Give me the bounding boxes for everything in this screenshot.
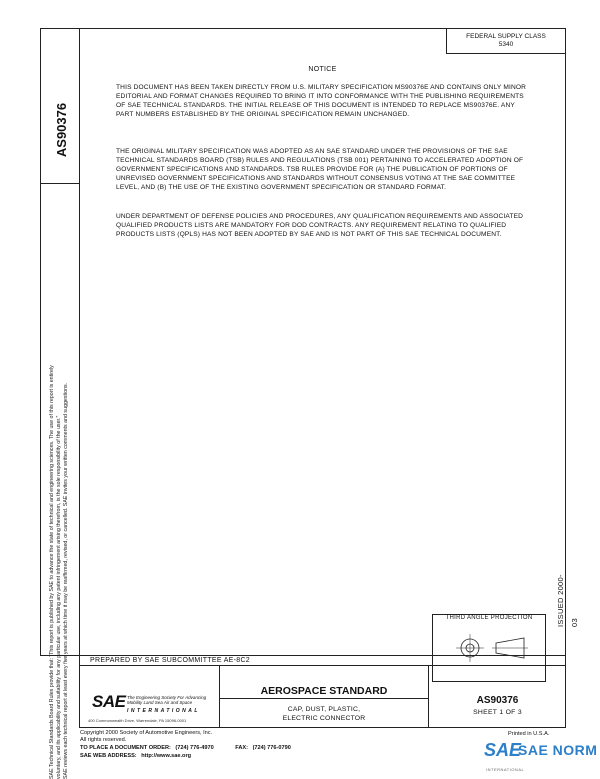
watermark-text: SAE NORM [518,742,598,758]
sae-logo: SAE [92,692,126,711]
side-document-number: AS90376 [54,102,69,158]
notice-paragraph-1: THIS DOCUMENT HAS BEEN TAKEN DIRECTLY FROM U.S. MILITARY SPECIFICATION MS90376E AND CONTAINS ONLY MINOR EDITORIAL AND FORMAT CHANGES REQUIRED TO BRING IT INTO CONFORMANCE WITH THE PUBLISHING REQUIREMENTS OF SAE TECHNICAL STANDARDS. THE INITIAL RELEASE OF THIS DOCUMENT IS INTENDED TO REPLACE MS90376E. ANY PART NUMBERS ESTABLISHED BY THE ORIGINAL SPECIFICATION REMAIN UNCHANGED. [116,84,527,118]
rights-notice: All rights reserved. [80,737,127,743]
fax-number: (724) 776-0790 [252,745,291,751]
description-line-1: CAP, DUST, PLASTIC, [287,706,361,713]
sae-address: 400 Commonwealth Drive, Warrendale, PA 15096-0001 [88,718,187,723]
sae-international: INTERNATIONAL [127,708,200,714]
disclaimer-line-1: SAE Technical Standards Board Rules provide that: “This report is published by SAE to advance the state of technical and engineering sciences. The use of this report is entirely [49,365,55,779]
watermark-logo: SAE [484,740,522,760]
notice-title: NOTICE [308,66,337,73]
notice-paragraph-3: UNDER DEPARTMENT OF DEFENSE POLICIES AND PROCEDURES, ANY QUALIFICATION REQUIREMENTS AND ASSOCIATED QUALIFIED PRODUCTS LISTS ARE MANDATORY FOR DOD CONTRACTS. ANY REQUIREMENT RELATING TO QUALIFIED PRODUCTS LISTS (QPLS) HAS NOT BEEN ADOPTED BY SAE AND IS NOT PART OF THIS SAE TECHNICAL DOCUMENT. [116,213,524,238]
sae-tagline: The Engineering Society For Advancing Mobility Land Sea Air and Space [127,695,207,705]
title-underline [220,698,428,699]
order-label: TO PLACE A DOCUMENT ORDER: [80,745,171,751]
fsc-value: 5340 [498,41,514,48]
fax-label: FAX: [235,745,248,751]
notice-paragraph-2: THE ORIGINAL MILITARY SPECIFICATION WAS ADOPTED AS AN SAE STANDARD UNDER THE PROVISIONS OF THE SAE TECHNICAL STANDARDS BOARD (TSB) RULES AND REGULATIONS (TSB 001) PERTAINING TO ACCELERATED ADOPTION OF GOVERNMENT SPECIFICATIONS AND STANDARDS. TSB RULES PROVIDE FOR (A) THE PUBLICATION OF PORTIONS OF UNREVISED GOVERNMENT SPECIFICATIONS AND STANDARDS WITHOUT CONSENSUS VOTING AT THE SAE COMMITTEE LEVEL, AND (B) THE USE OF THE EXISTING GOVERNMENT SPECIFICATION OR STANDARD FORMAT. [116,148,524,191]
prepared-by: PREPARED BY SAE SUBCOMMITTEE AE-8C2 [79,656,566,666]
disclaimer-line-3: SAE reviews each technical report at least every five years at which time it may be reaffirmed, revised, or cancelled. SAE invites your written comments and suggestions. [63,382,69,779]
order-info [80,745,480,751]
side-disclaimer [49,169,71,779]
fsc-label: FEDERAL SUPPLY CLASS [466,33,546,40]
printed-in: Printed in U.S.A. [508,731,550,737]
watermark-sub: INTERNATIONAL [486,767,525,772]
document-description [220,705,428,723]
issued-date: ISSUED 2000-03 [556,574,579,627]
web-label: SAE WEB ADDRESS: [80,753,137,759]
disclaimer-line-2: voluntary, and its applicability and suitability for any particular use, including any patent infringement arising therefrom, is the sole responsibility of the user.” [56,415,62,779]
document-number: AS90376 [476,695,519,706]
web-address[interactable]: http://www.sae.org [141,753,192,759]
order-phone: (724) 776-4970 [175,745,214,751]
federal-supply-class-box [446,28,566,54]
third-angle-label: THIRD ANGLE PROJECTION [445,615,533,621]
copyright-notice: Copyright 2000 Society of Automotive Engineers, Inc. [80,730,213,736]
sheet-number: SHEET 1 OF 3 [473,709,522,716]
web-info [80,753,480,759]
description-line-2: ELECTRIC CONNECTOR [282,715,366,722]
standard-type-title: AEROSPACE STANDARD [260,685,388,697]
